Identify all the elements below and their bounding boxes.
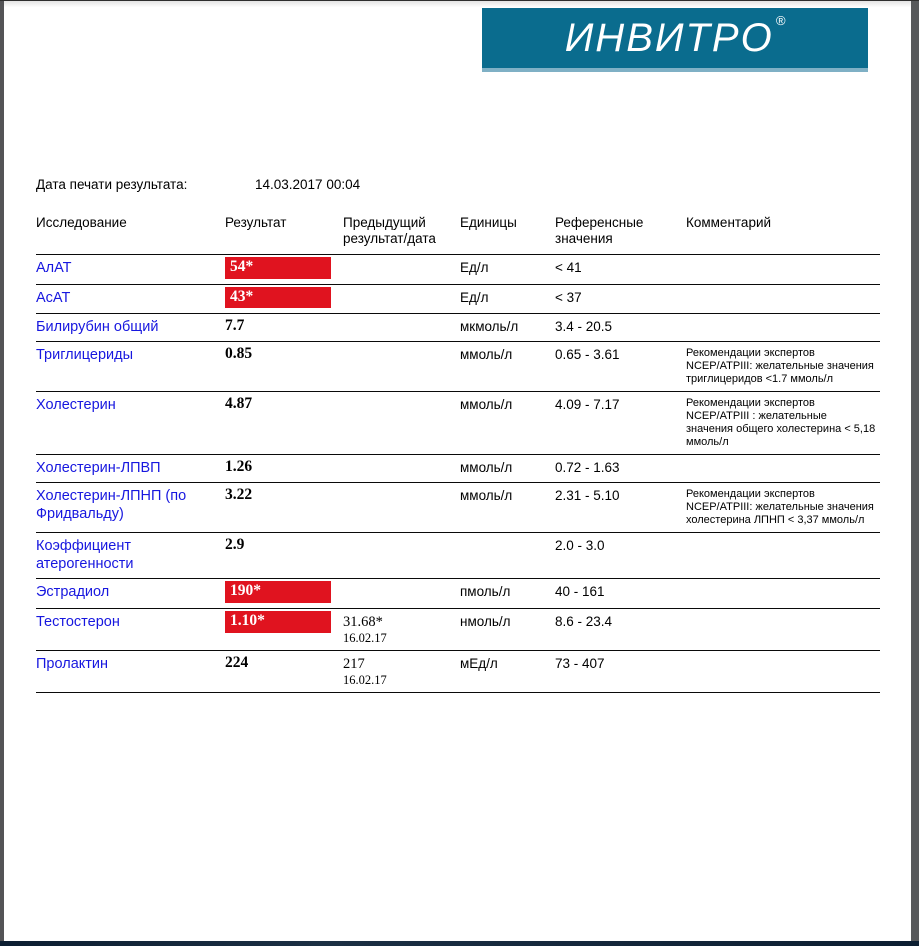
comment-text — [686, 285, 880, 314]
result-cell — [225, 255, 343, 284]
result-cell — [225, 285, 343, 314]
units-value: ммоль/л — [460, 347, 513, 363]
column-header-comment: Комментарий — [686, 215, 772, 230]
column-header-reference: Референсные значения — [555, 215, 644, 247]
reference-range: 3.4 - 20.5 — [555, 319, 613, 335]
units-value: ммоль/л — [460, 488, 513, 504]
previous-result-cell — [343, 314, 460, 341]
table-row — [36, 483, 880, 533]
result-value: 190* — [225, 581, 331, 603]
result-value: 43* — [225, 287, 331, 309]
table-row — [36, 609, 880, 651]
result-cell — [225, 651, 343, 692]
result-value: 1.10* — [225, 611, 331, 633]
test-name: Пролактин — [36, 655, 109, 672]
test-name: АлАТ — [36, 259, 72, 276]
comment-text: Рекомендации экспертов NCEP/ATPIII: желательные значения триглицеридов <1.7 ммоль/л — [686, 347, 874, 386]
test-name: Холестерин — [36, 397, 116, 414]
results-table — [36, 212, 880, 693]
previous-result-cell — [343, 533, 460, 578]
result-value: 54* — [225, 257, 331, 279]
previous-result-cell — [343, 651, 460, 692]
previous-result-cell — [343, 579, 460, 608]
table-row — [36, 533, 880, 579]
previous-result-date: 16.02.17 — [343, 630, 387, 645]
result-value: 4.87 — [225, 395, 253, 413]
units-value: нмоль/л — [460, 613, 511, 629]
invitro-logo-banner — [482, 8, 868, 72]
table-row — [36, 579, 880, 609]
table-row — [36, 255, 880, 285]
previous-result-cell — [343, 392, 460, 454]
reference-range: 8.6 - 23.4 — [555, 613, 613, 629]
reference-range: 2.31 - 5.10 — [555, 488, 620, 504]
window-edge-bottom — [0, 941, 919, 946]
window-edge-top-highlight — [0, 1, 919, 7]
print-date-line — [36, 177, 360, 192]
result-value: 1.26 — [225, 458, 253, 476]
test-name: АсАТ — [36, 289, 71, 306]
result-cell — [225, 455, 343, 482]
test-name: Эстрадиол — [36, 584, 110, 601]
column-header-result: Результат — [225, 215, 287, 230]
previous-result-value: 217 — [343, 655, 365, 672]
invitro-logo-text: ИНВИТРО ® — [564, 13, 788, 60]
table-row — [36, 455, 880, 483]
reference-range: 40 - 161 — [555, 584, 605, 600]
units-value: Ед/л — [460, 289, 489, 305]
comment-text — [686, 579, 880, 608]
previous-result-value: 31.68* — [343, 613, 383, 630]
reference-range: < 41 — [555, 259, 582, 275]
window-edge-right — [911, 1, 919, 941]
previous-result-cell — [343, 285, 460, 314]
result-value: 2.9 — [225, 536, 245, 554]
reference-range: 0.72 - 1.63 — [555, 460, 620, 476]
test-name: Триглицериды — [36, 347, 133, 364]
column-header-previous-result: Предыдущий результат/дата — [343, 215, 436, 247]
result-cell — [225, 579, 343, 608]
print-date-label: Дата печати результата: — [36, 177, 188, 192]
reference-range: 2.0 - 3.0 — [555, 538, 605, 554]
reference-range: 73 - 407 — [555, 655, 605, 671]
table-row — [36, 392, 880, 455]
units-value: ммоль/л — [460, 397, 513, 413]
comment-text — [686, 609, 880, 650]
table-row — [36, 651, 880, 693]
results-table-body — [36, 255, 880, 693]
previous-result-cell — [343, 255, 460, 284]
previous-result-date: 16.02.17 — [343, 672, 387, 687]
result-cell — [225, 314, 343, 341]
result-value: 7.7 — [225, 317, 245, 335]
comment-text — [686, 455, 880, 482]
comment-text — [686, 651, 880, 692]
test-name: Тестостерон — [36, 613, 120, 630]
test-name: Билирубин общий — [36, 319, 159, 336]
table-row — [36, 314, 880, 342]
result-value: 3.22 — [225, 486, 253, 504]
comment-text — [686, 314, 880, 341]
previous-result-cell — [343, 455, 460, 482]
test-name: Коэффициент атерогенности — [36, 538, 134, 573]
previous-result-cell — [343, 342, 460, 391]
reference-range: 4.09 - 7.17 — [555, 397, 620, 413]
test-name: Холестерин-ЛПНП (по Фридвальду) — [36, 488, 187, 523]
comment-text: Рекомендации экспертов NCEP/ATPIII : желательные значения общего холестерина < 5,18 ммоль/л — [686, 397, 876, 449]
result-cell — [225, 483, 343, 532]
units-value: пмоль/л — [460, 584, 511, 600]
units-value — [460, 533, 555, 578]
results-table-header — [36, 212, 880, 255]
result-cell — [225, 609, 343, 650]
previous-result-cell — [343, 483, 460, 532]
registered-trademark-icon: ® — [775, 13, 788, 28]
print-date-value: 14.03.2017 00:04 — [255, 177, 361, 192]
result-cell — [225, 392, 343, 454]
window-edge-left — [0, 1, 4, 941]
column-header-units: Единицы — [460, 215, 517, 230]
comment-text — [686, 533, 880, 578]
result-value: 224 — [225, 653, 249, 671]
table-row — [36, 285, 880, 315]
units-value: мкмоль/л — [460, 319, 519, 335]
result-cell — [225, 342, 343, 391]
result-cell — [225, 533, 343, 578]
comment-text: Рекомендации экспертов NCEP/ATPIII: желательные значения холестерина ЛПНП < 3,37 ммоль/л — [686, 488, 874, 527]
units-value: ммоль/л — [460, 460, 513, 476]
column-header-test: Исследование — [36, 215, 127, 230]
reference-range: < 37 — [555, 289, 582, 305]
comment-text — [686, 255, 880, 284]
units-value: Ед/л — [460, 259, 489, 275]
reference-range: 0.65 - 3.61 — [555, 347, 620, 363]
units-value: мЕд/л — [460, 655, 498, 671]
result-value: 0.85 — [225, 345, 253, 363]
previous-result-cell — [343, 609, 460, 650]
test-name: Холестерин-ЛПВП — [36, 460, 161, 477]
table-row — [36, 342, 880, 392]
